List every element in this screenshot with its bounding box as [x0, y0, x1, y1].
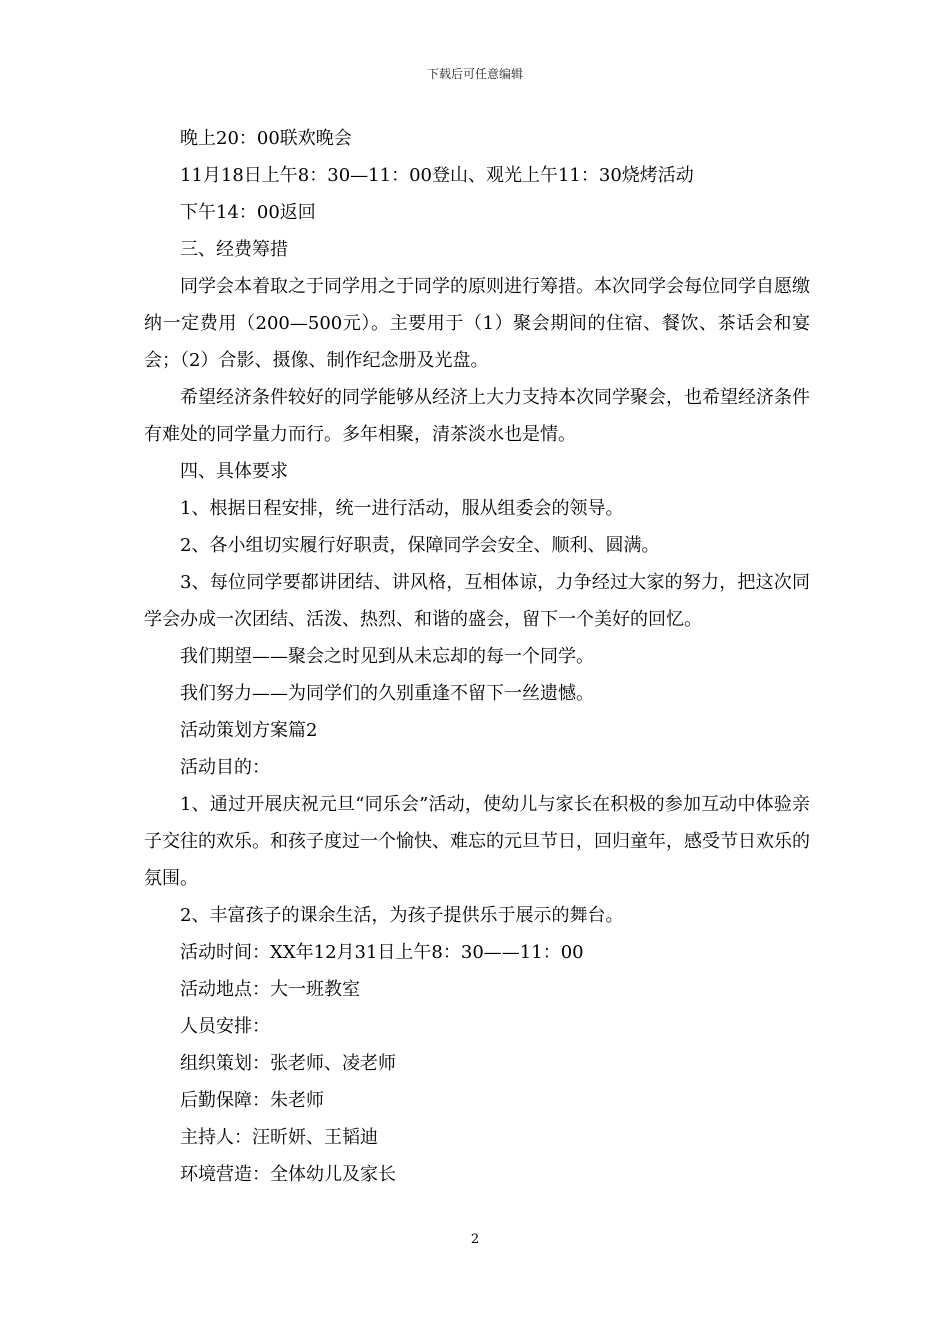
page-number: 2	[470, 1232, 480, 1247]
requirement-item-1: 1、根据日程安排，统一进行活动，服从组委会的领导。	[180, 498, 624, 519]
section-heading-funding: 三、经费筹措	[180, 239, 288, 260]
document-body	[144, 120, 810, 1193]
paragraph-expectation: 我们期望——聚会之时见到从未忘却的每一个同学。	[180, 646, 594, 667]
activity-purpose-item-2: 2、丰富孩子的课余生活，为孩子提供乐于展示的舞台。	[180, 905, 624, 926]
paragraph-funding-support: 希望经济条件较好的同学能够从经济上大力支持本次同学聚会，也希望经济条件有难处的同学量力而行。多年相聚，清茶淡水也是情。	[144, 387, 810, 445]
activity-purpose-label: 活动目的：	[180, 757, 270, 778]
requirement-item-3: 3、每位同学要都讲团结、讲风格，互相体谅，力争经过大家的努力，把这次同学会办成一次团结、活泼、热烈、和谐的盛会，留下一个美好的回忆。	[144, 572, 810, 630]
activity-location: 活动地点：大一班教室	[180, 979, 360, 1000]
staff-organizers: 组织策划：张老师、凌老师	[180, 1053, 396, 1074]
section-heading-requirements: 四、具体要求	[180, 461, 288, 482]
page-header-note: 下载后可任意编辑	[426, 67, 523, 81]
paragraph-effort: 我们努力——为同学们的久别重逢不留下一丝遗憾。	[180, 683, 594, 704]
staff-arrangement-label: 人员安排：	[180, 1016, 270, 1037]
section-heading-plan-2: 活动策划方案篇2	[180, 720, 318, 741]
staff-logistics: 后勤保障：朱老师	[180, 1090, 324, 1111]
activity-purpose-item-1: 1、通过开展庆祝元旦“同乐会”活动，使幼儿与家长在积极的参加互动中体验亲子交往的欢乐。和孩子度过一个愉快、难忘的元旦节日，回归童年，感受节日欢乐的氛围。	[144, 794, 810, 889]
paragraph-funding-principle: 同学会本着取之于同学用之于同学的原则进行筹措。本次同学会每位同学自愿缴纳一定费用（200—500元）。主要用于（1）聚会期间的住宿、餐饮、茶话会和宴会；（2）合影、摄像、制作纪念册及光盘。	[144, 276, 810, 371]
activity-time: 活动时间：XX年12月31日上午8：30——11：00	[180, 942, 584, 963]
paragraph-return: 下午14：00返回	[180, 202, 316, 223]
staff-hosts: 主持人：汪昕妍、王韬迪	[180, 1127, 378, 1148]
requirement-item-2: 2、各小组切实履行好职责，保障同学会安全、顺利、圆满。	[180, 535, 660, 556]
staff-environment: 环境营造：全体幼儿及家长	[180, 1164, 396, 1185]
paragraph-evening-party: 晚上20：00联欢晚会	[180, 128, 352, 149]
paragraph-nov18-schedule: 11月18日上午8：30—11：00登山、观光上午11：30烧烤活动	[180, 165, 694, 186]
